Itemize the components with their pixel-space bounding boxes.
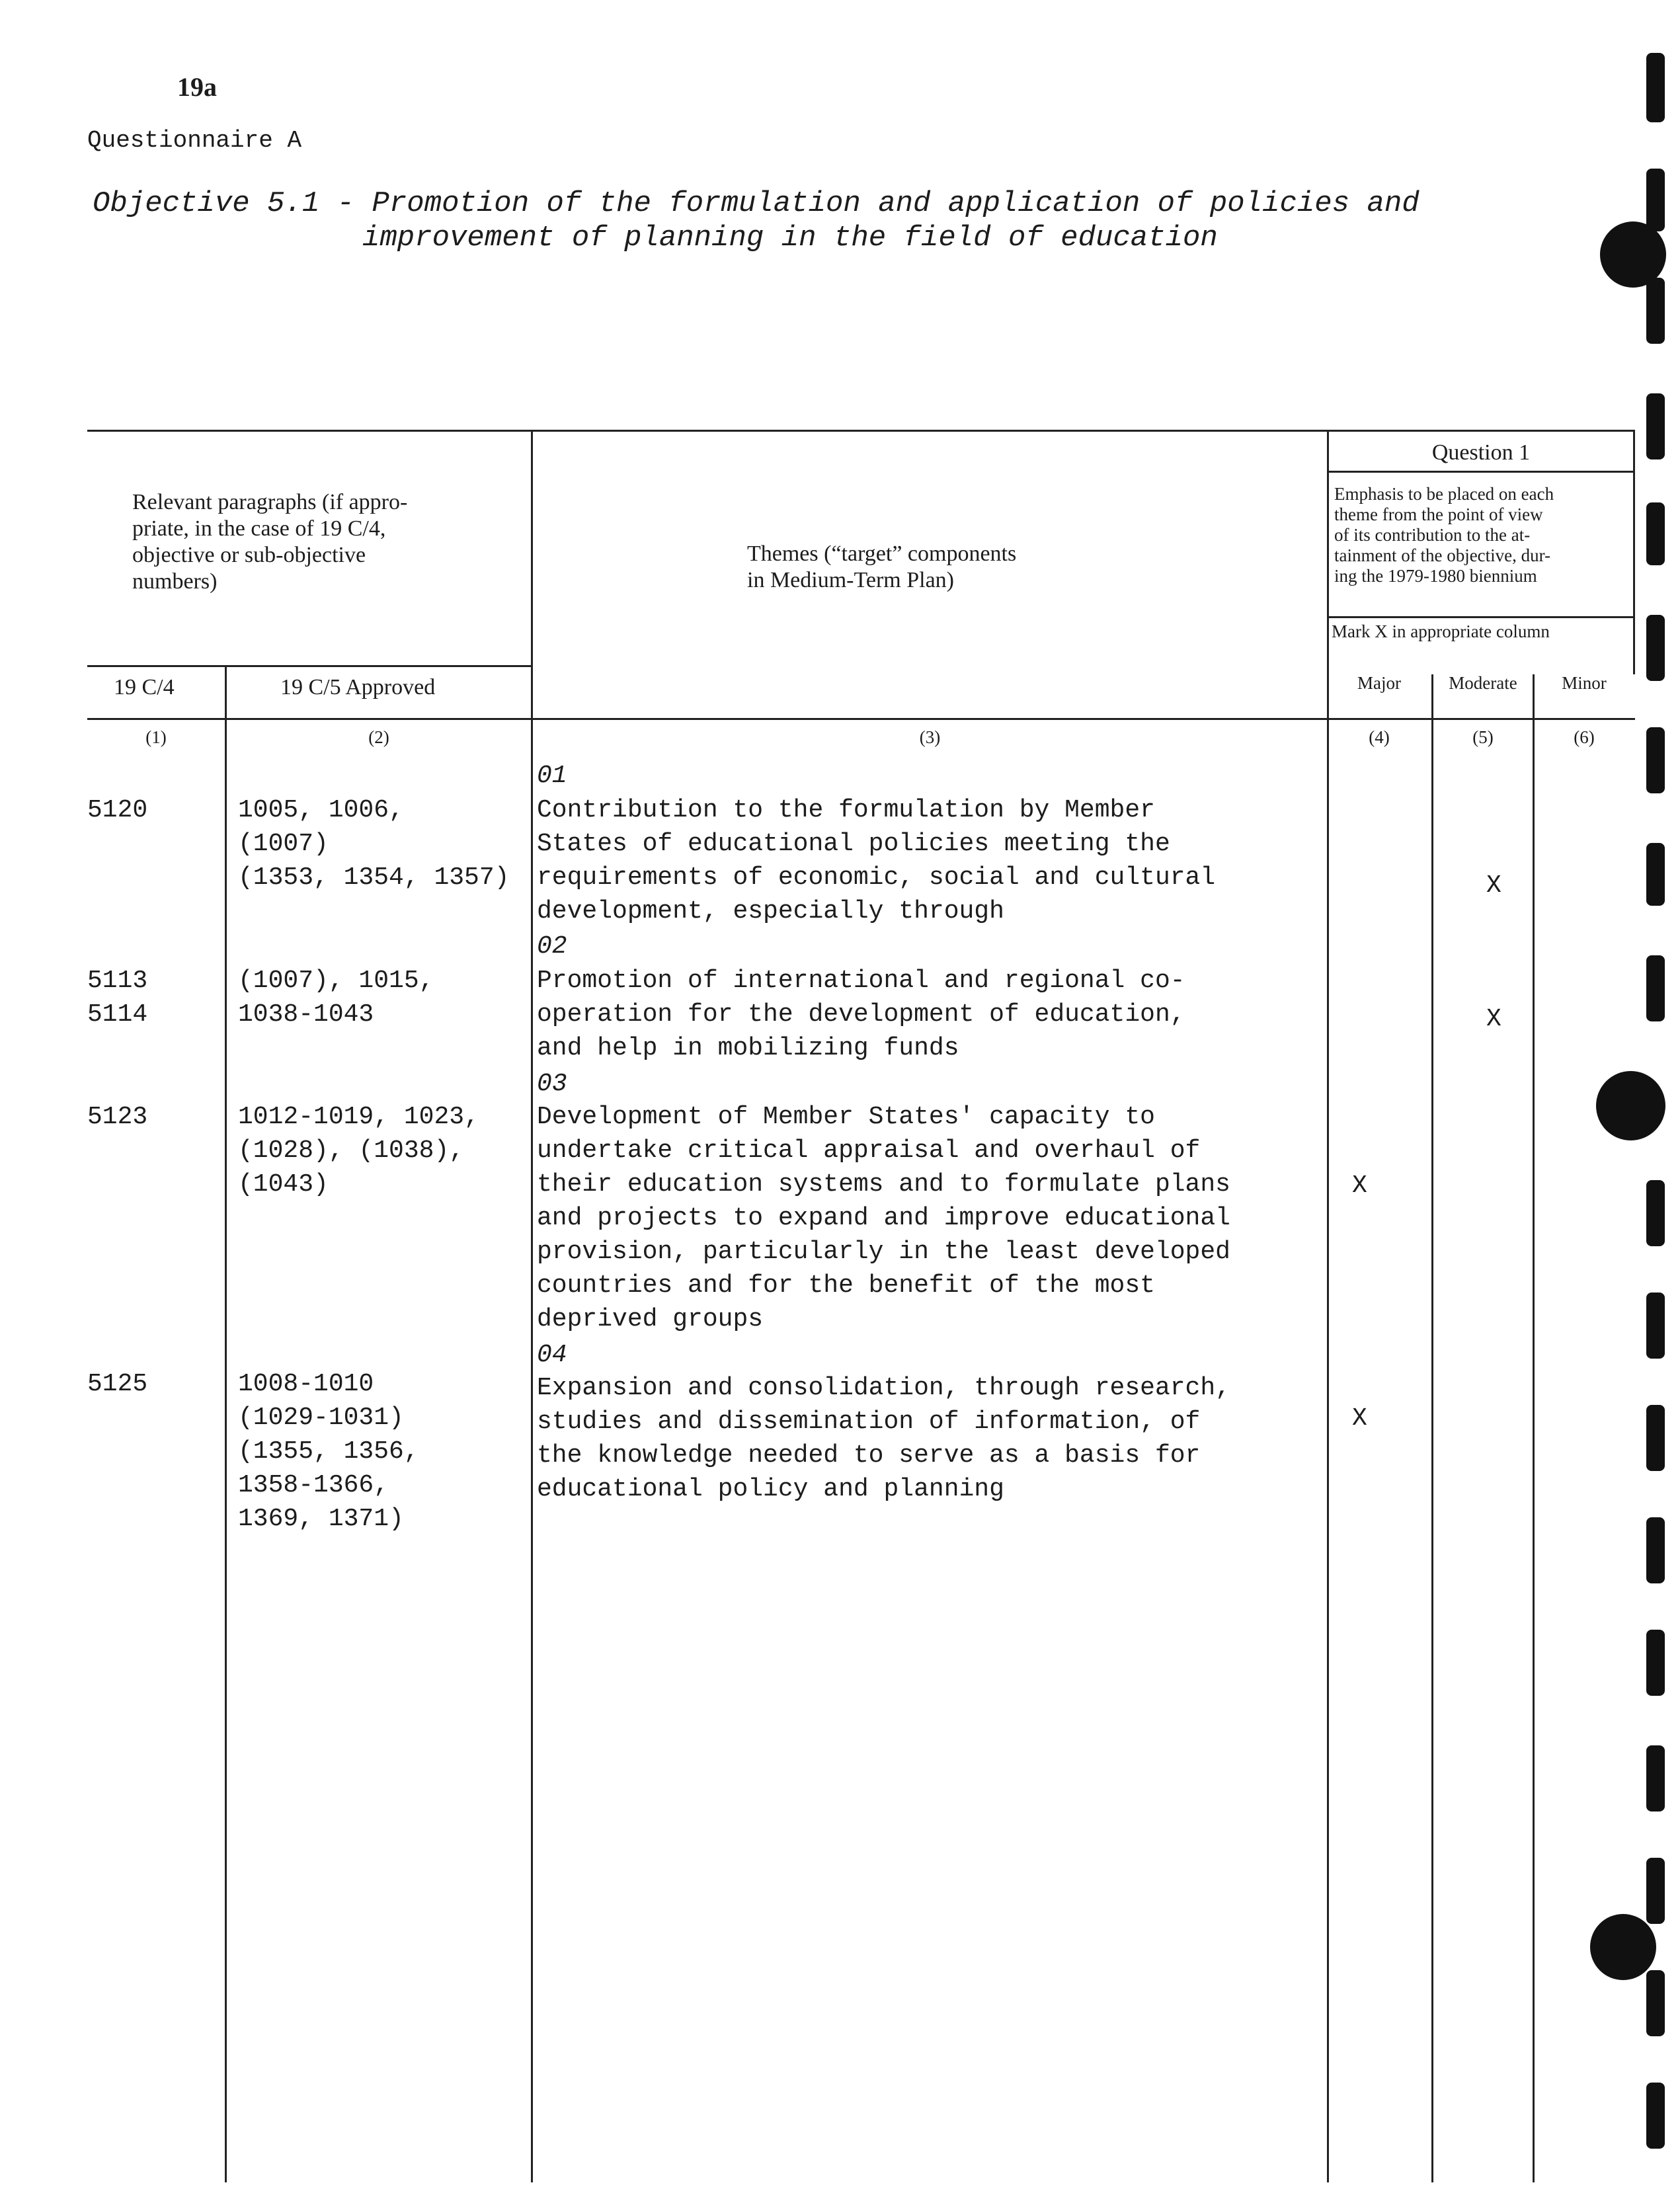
header-relevant-paragraphs: Relevant paragraphs (if appro- priate, in the case of 19 C/4, objective or sub-objective numbers) [132,490,408,594]
col-divider-4 [1431,674,1433,2182]
mark-major: X [1352,1404,1367,1433]
header-question-1: Question 1 [1431,440,1531,465]
col-divider-5 [1533,674,1535,2182]
theme-code: 01 [537,762,567,790]
table-right-rule [1633,430,1635,674]
theme-text: Development of Member States' capacity to undertake critical appraisal and overhaul of their education systems and to formulate plans and projects to expand and improve educational provision, particularly in the least developed countries and for the benefit of the most deprived groups [537,1103,1230,1333]
binder-hole [1646,1517,1665,1583]
header-themes: Themes (“target” components in Medium-Term Plan) [747,541,1017,592]
column-number-2: (2) [368,727,389,747]
c4-reference: 5123 [87,1103,148,1131]
binder-hole [1646,843,1665,906]
binder-hole [1646,1970,1665,2036]
binder-hole [1646,1858,1665,1924]
header-mark-instruction: Mark X in appropriate column [1332,621,1550,641]
header-major: Major [1357,673,1401,693]
c5-reference: (1007), 1015, 1038-1043 [238,967,434,1029]
objective-line-2: improvement of planning in the field of education [362,221,1218,255]
mark-major: X [1352,1172,1367,1200]
c4-reference: 5125 [87,1370,148,1398]
theme-code: 02 [537,932,567,961]
objective-line-1: Objective 5.1 - Promotion of the formulation and application of policies and [93,187,1420,220]
objective-heading [93,186,1420,255]
binder-hole [1646,1180,1665,1246]
theme-code: 04 [537,1341,567,1369]
binder-hole [1646,955,1665,1021]
binder-hole [1646,727,1665,793]
col-divider-2 [531,430,533,2182]
document-title: Questionnaire A [87,127,302,154]
theme-code: 03 [537,1070,567,1098]
binder-hole [1646,1293,1665,1359]
binder-hole [1646,393,1665,459]
column-number-5: (5) [1472,727,1494,747]
column-number-4: (4) [1369,727,1390,747]
c4-reference: 5113 5114 [87,967,148,1029]
column-number-6: (6) [1574,727,1595,747]
binder-hole [1646,1405,1665,1471]
theme-text: Expansion and consolidation, through research, studies and dissemination of information, of the knowledge needed to serve as a basis for educational policy and planning [537,1374,1230,1503]
binder-hole [1646,615,1665,681]
header-19c4: 19 C/4 [114,675,175,699]
subheader-rule-left [87,665,532,667]
binder-hole [1646,502,1665,565]
theme-text: Promotion of international and regional co- operation for the development of education, and help in mobilizing funds [537,967,1185,1062]
column-number-3: (3) [919,727,941,747]
question-rule [1327,471,1635,473]
header-minor: Minor [1562,673,1607,693]
c5-reference: 1008-1010 (1029-1031) (1355, 1356, 1358-1366, 1369, 1371) [238,1370,419,1533]
mark-moderate: X [1486,871,1501,900]
binder-hole-round [1596,1071,1665,1140]
col-divider-1 [225,665,227,2182]
binder-hole [1646,278,1665,344]
table-top-rule [87,430,1635,432]
header-emphasis: Emphasis to be placed on each theme from the point of view of its contribution to the at- tainment of the objective, dur- ing the 1979-1980 biennium [1334,484,1554,586]
theme-text: Contribution to the formulation by Member States of educational policies meeting the requirements of economic, social and cultural development, especially through [537,796,1216,926]
column-number-1: (1) [145,727,167,747]
c5-reference: 1005, 1006, (1007) (1353, 1354, 1357) [238,796,510,892]
binder-hole [1646,1745,1665,1811]
binder-hole [1646,53,1665,122]
header-bottom-rule [87,718,1635,720]
c5-reference: 1012-1019, 1023, (1028), (1038), (1043) [238,1103,479,1199]
c4-reference: 5120 [87,796,148,824]
binder-hole [1646,1630,1665,1696]
page-number: 19a [177,72,217,102]
emphasis-rule [1327,616,1635,618]
binder-hole [1646,169,1665,231]
binder-hole [1646,2083,1665,2149]
mark-moderate: X [1486,1005,1501,1033]
binder-hole-round [1590,1914,1656,1980]
header-moderate: Moderate [1449,673,1517,693]
header-19c5-approved: 19 C/5 Approved [280,675,436,699]
